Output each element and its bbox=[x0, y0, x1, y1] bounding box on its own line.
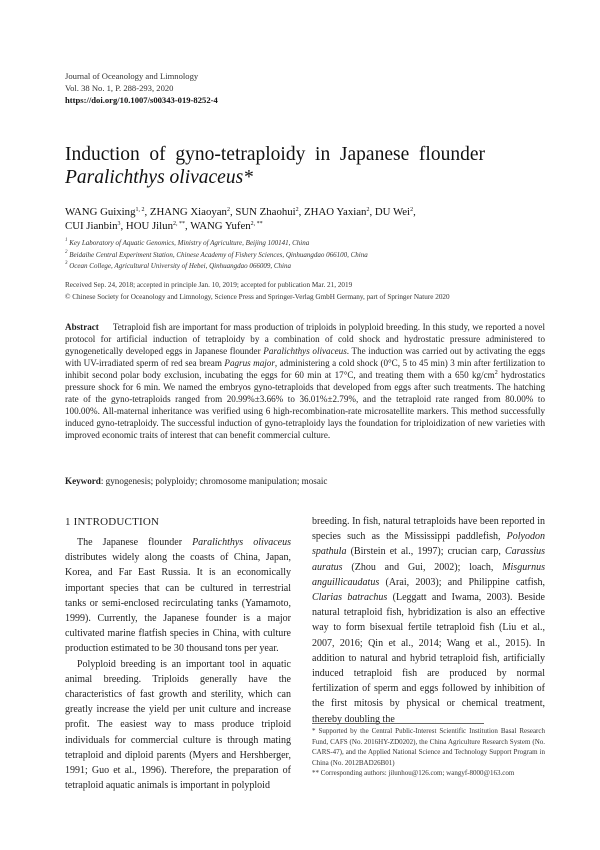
keywords: Keyword: gynogenesis; polyploidy; chromosome manipulation; mosaic bbox=[65, 476, 328, 486]
left-column bbox=[65, 514, 291, 793]
footnotes bbox=[312, 726, 545, 779]
author: WANG Guixing bbox=[65, 206, 136, 218]
affiliations bbox=[65, 238, 368, 273]
author: SUN Zhaohui bbox=[235, 206, 296, 218]
author-affil: 2 bbox=[410, 207, 414, 213]
section-heading: 1 INTRODUCTION bbox=[65, 516, 160, 528]
author: WANG Yufen bbox=[190, 220, 251, 232]
abstract: Abstract Tetraploid fish are important for mass production of triploids in polyploid breeding. In this study, we reported a novel protocol for artificial induction of tetraploidy by a combination of cold shock and hydrostatic pressure administered to gynogenetically developed eggs in Japanese flounder Paralichthys olivaceus. The induction was carried out by activating the eggs with UV-irradiated sperm of red sea bream Pagrus major, administering a cold shock (0°C, 5 to 45 min) 3 min after fertilization to inhibit second polar body exclusion, incubating the eggs for 60 min at 17°C, and treating them with a 650 $kg/cm^2$ hydrostatics pressure shock for 6 min. We named the embryos gyno-tetraploids that developed from eggs after such treatments. The hatching rate of the gyno-tetraploids ranged from 20.99%±3.66% to 36.01%±2.79%, and the tetraploid rate ranged from 80.00% to 100.00%. All-maternal inheritance was verified using 6 high-recombination-rate microsatellite markers. This method successfully induced gyno-tetraploidy. The successful induction of gyno-tetraploidy lays the foundation for triploidization of new varieties with improved economic traits of interest that can benefit commercial culture. bbox=[65, 322, 545, 440]
copyright-line: © Chinese Society for Oceanology and Limnology, Science Press and Springer-Verlag GmbH Germany, part of Springer Nature 2020 bbox=[65, 293, 450, 301]
paragraph: The Japanese flounder Paralichthys olivaceus distributes widely along the coasts of China, Japan, Korea, and Far East Russia. It is an economically important species that can be cultured in terrestrial tanks or semi-enclosed recirculating tanks (Yamamoto, 1999). Currently, the Japanese founder is a major cultivated marine flatfish species in China, with culture production estimated to be 30 thousand tons per year. bbox=[65, 537, 291, 655]
author-affil: 2 bbox=[366, 207, 370, 213]
author-affil: 2 bbox=[226, 207, 230, 213]
author: DU Wei bbox=[374, 206, 411, 218]
journal-header bbox=[65, 70, 218, 106]
author-affil: 2, ** bbox=[172, 221, 185, 227]
affiliation: $^3$ Ocean College, Agricultural University of Hebei, Qinhuangdao 066009, China bbox=[65, 261, 291, 270]
keyword-label: Keyword bbox=[65, 476, 101, 486]
author-list: WANG Guixing$^{1, 2}$, ZHANG Xiaoyan$^2$, SUN Zhaohui$^2$, ZHAO Yaxian$^2$, DU Wei$^2$, CUI Jianbin$^3$, HOU Jilun$^{2, **}$, WANG Yufen$^{2, **}$ bbox=[65, 206, 416, 232]
paper-title-species: Paralichthys olivaceus* bbox=[65, 167, 253, 188]
journal-volume: Vol. 38 No. 1, P. 288-293, 2020 bbox=[65, 83, 174, 93]
footnote-divider bbox=[312, 723, 484, 724]
paragraph: breeding. In fish, natural tetraploids have been reported in species such as the Mississippi paddlefish, Polyodon spathula (Birstein et al., 1997); crucian carp, Carassius auratus (Zhou and Gui, 2002); loach, Misgurnus anguillicaudatus (Arai, 2003); and Philippine catfish, Clarias batrachus (Leggatt and Iwama, 2003). Beside natural tetraploid fish, hybridization is also an effective way to form bisexual fertile tetraploid fish (Liu et al., 2007, 2016; Qin et al., 2014; Wang et al., 2015). In addition to natural and hybrid tetraploid fish, artificially induced tetraploid fish are produced by normal fertilization of sperm and eggs followed by inhibition of the first mitosis by physical or chemical treatment, thereby doubling the bbox=[312, 516, 545, 725]
paragraph: Polyploid breeding is an important tool in aquatic animal breeding. Triploids generally have the characteristics of fast growth and sterility, which can greatly increase the yield per unit culture and increase profit. The easiest way to mass produce triploid individuals for commercial culture is through mating tetraploid and diploid parents (Myers and Hershberger, 1991; Guo et al., 1996). Therefore, the preparation of tetraploid aquatic animals is important in polyploid bbox=[65, 658, 291, 792]
journal-name: Journal of Oceanology and Limnology bbox=[65, 71, 199, 81]
affiliation: $^2$ Beidaihe Central Experiment Station, Chinese Academy of Fishery Sciences, Qinhuangdao 066100, China bbox=[65, 249, 368, 259]
author: CUI Jianbin bbox=[65, 220, 118, 232]
author-affil: 1, 2 bbox=[135, 207, 145, 213]
doi-link[interactable]: https://doi.org/10.1007/s00343-019-8252-4 bbox=[65, 95, 218, 105]
affiliation: $^1$ Key Laboratory of Aquatic Genomics, Ministry of Agriculture, Beijing 100141, China bbox=[65, 238, 310, 247]
author-affil: 2 bbox=[295, 207, 299, 213]
author-affil: 2, ** bbox=[250, 221, 263, 227]
right-column bbox=[312, 514, 545, 727]
corresponding-footnote: ** Corresponding authors: jilunhou@126.com; wangyf-8000@163.com bbox=[312, 769, 515, 778]
funding-footnote: * Supported by the Central Public-Interest Scientific Institution Basal Research Fund, CAFS (No. 2016HY-ZD0202), the China Agriculture Research System (No. CARS-47), and the Applied National Science and Technology Support Program in China (No. 2012BAD26B01) bbox=[312, 727, 545, 767]
publication-dates bbox=[65, 279, 450, 303]
author: ZHANG Xiaoyan bbox=[149, 206, 227, 218]
author: ZHAO Yaxian bbox=[304, 206, 367, 218]
paper-title: Induction of gyno-tetraploidy in Japanese flounder bbox=[65, 144, 485, 165]
abstract-label: Abstract bbox=[65, 322, 99, 332]
received-line: Received Sep. 24, 2018; accepted in principle Jan. 10, 2019; accepted for publication Mar. 21, 2019 bbox=[65, 281, 353, 289]
author: HOU Jilun bbox=[125, 220, 173, 232]
author-affil: 3 bbox=[117, 221, 121, 227]
